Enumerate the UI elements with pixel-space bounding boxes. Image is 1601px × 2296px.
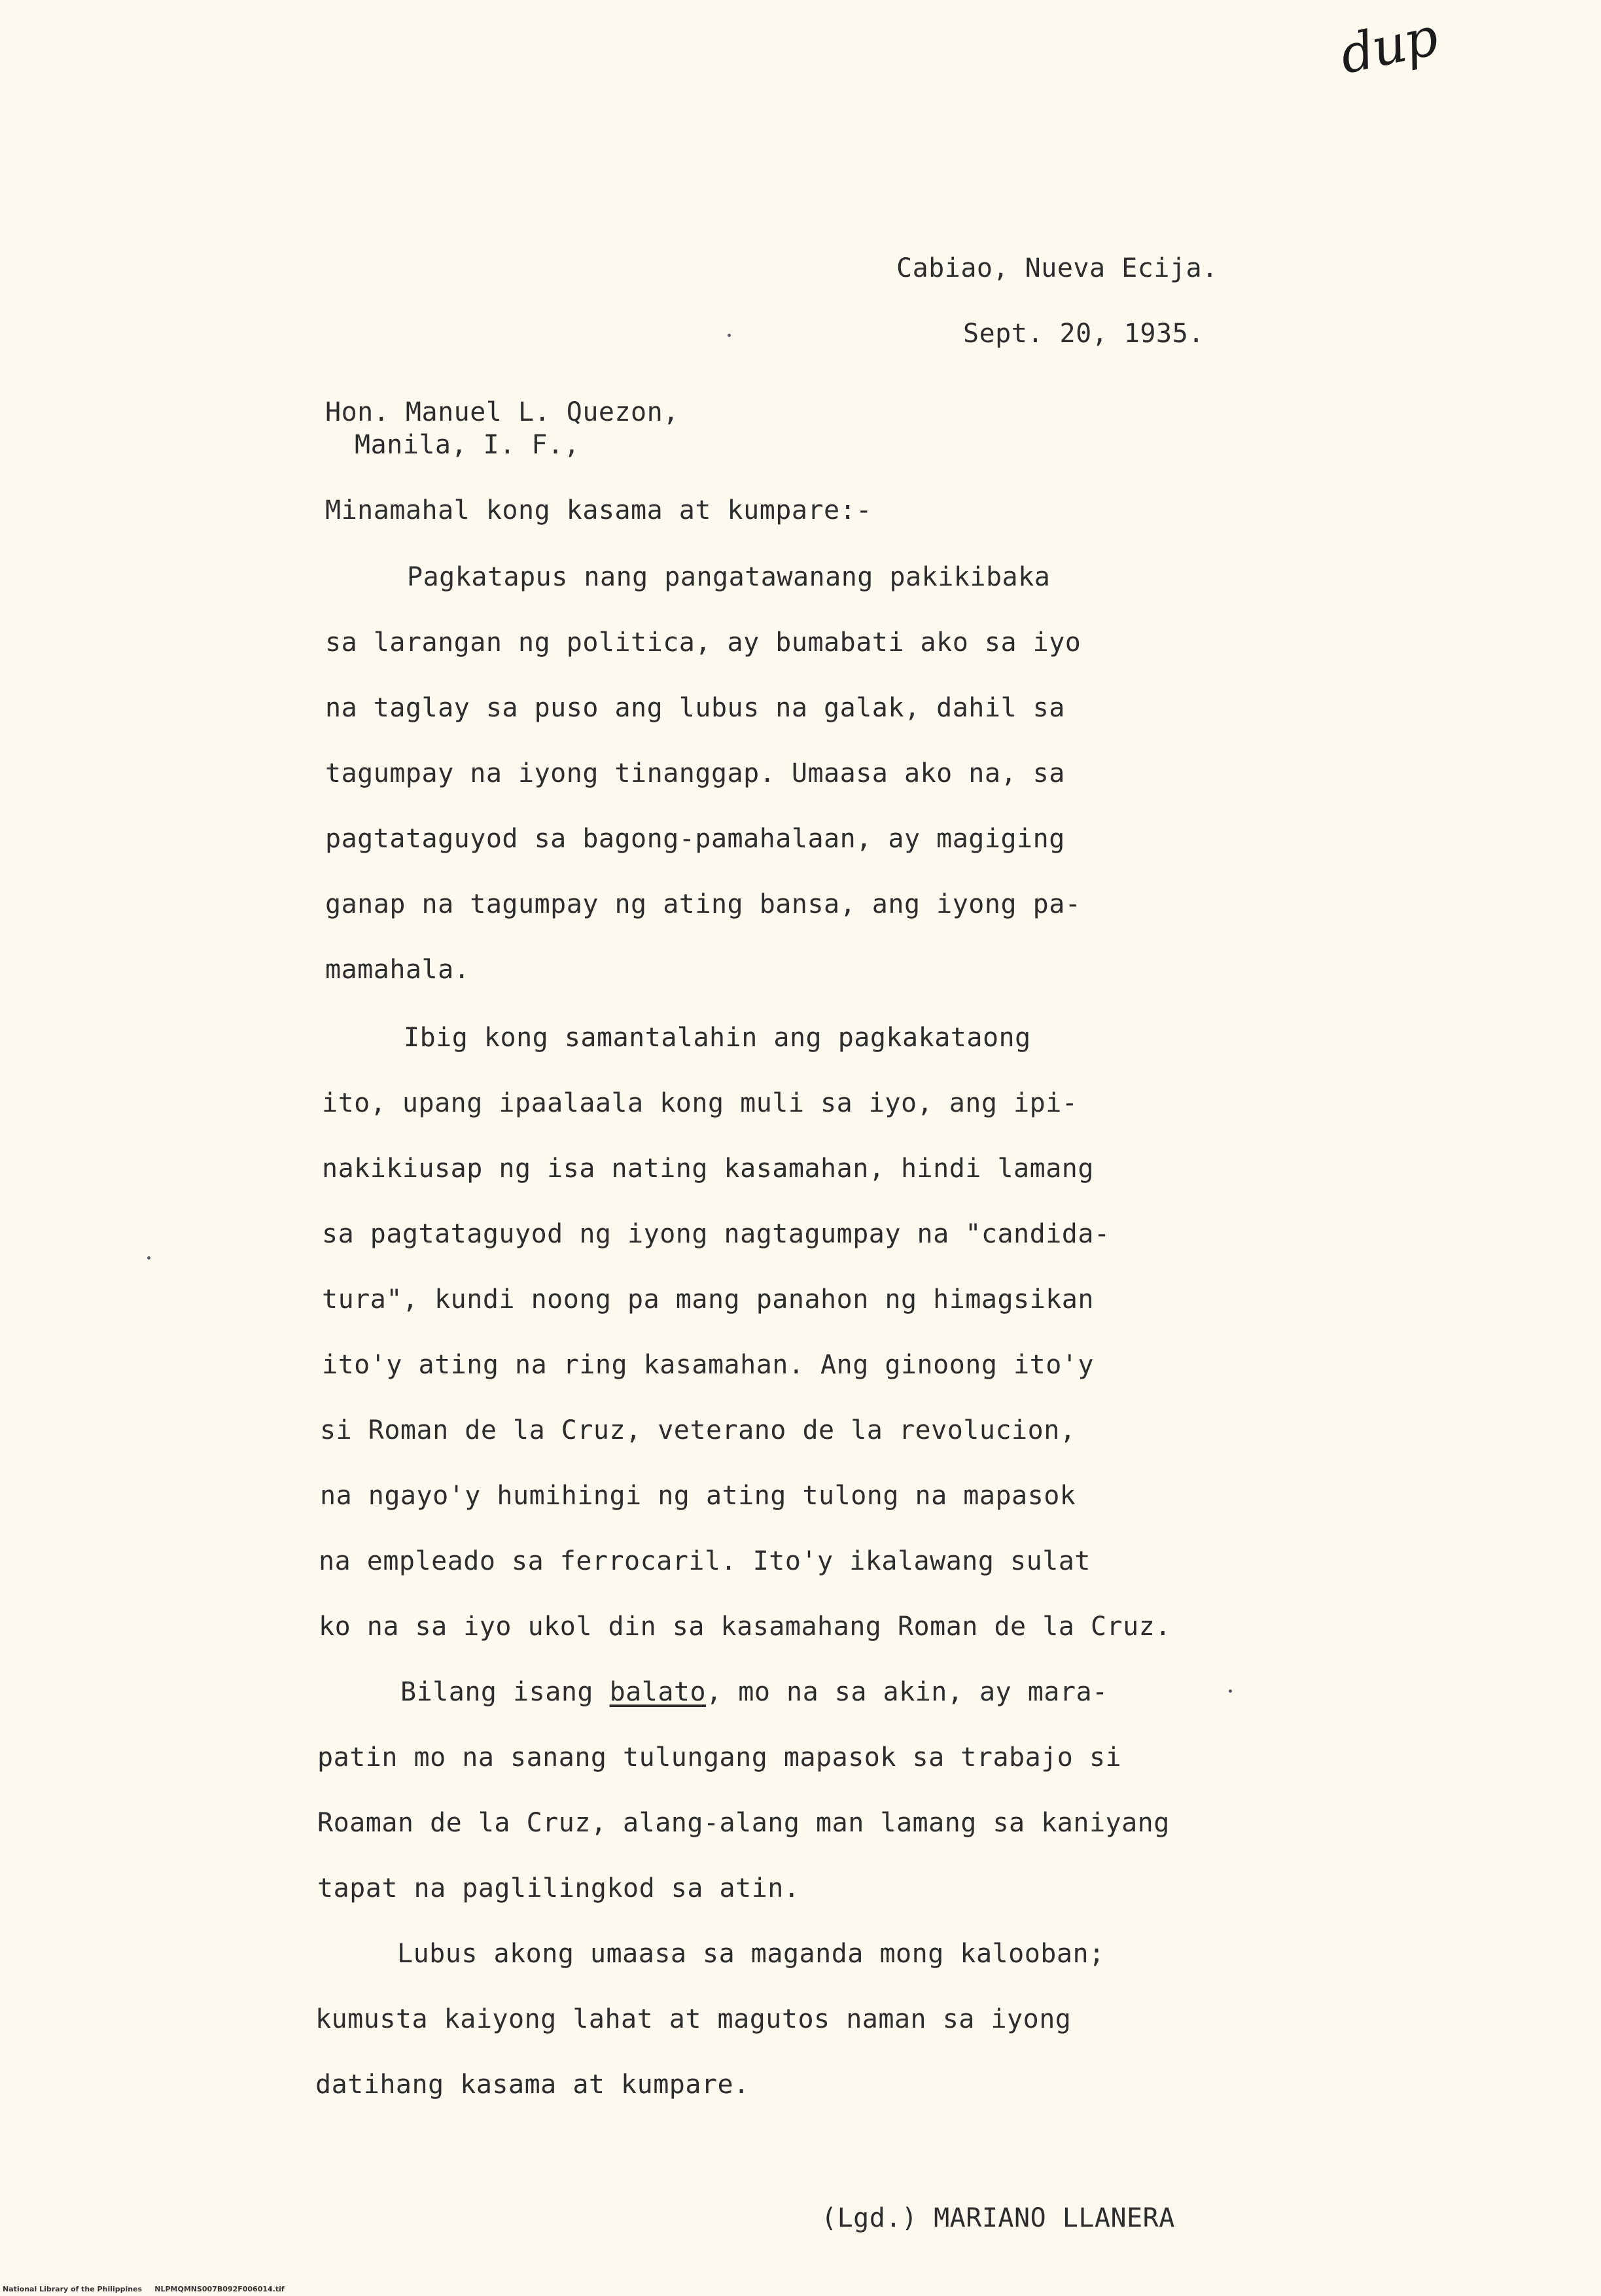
ink-speck — [728, 334, 731, 337]
place-line: Cabiao, Nueva Ecija. — [896, 253, 1218, 283]
underlined-word: balato — [609, 1677, 707, 1707]
body-line: kumusta kaiyong lahat at magutos naman sa iyong — [315, 2004, 1072, 2034]
addressee-name: Hon. Manuel L. Quezon, — [325, 397, 679, 427]
body-line: mamahala. — [325, 955, 470, 985]
body-line: na ngayo'y humihingi ng ating tulong na mapasok — [320, 1481, 1076, 1511]
body-line: Lubus akong umaasa sa maganda mong kalooban; — [397, 1939, 1105, 1969]
body-line — [400, 1679, 1108, 1705]
addressee-location: Manila, I. F., — [355, 430, 580, 460]
body-line: si Roman de la Cruz, veterano de la revolucion, — [320, 1415, 1076, 1445]
body-line: Roaman de la Cruz, alang-alang man lamang sa kaniyang — [317, 1808, 1170, 1838]
body-line: ito, upang ipaalaala kong muli sa iyo, ang ipi- — [322, 1088, 1078, 1118]
body-text: , mo na sa akin, ay mara- — [706, 1677, 1108, 1707]
body-line: na empleado sa ferrocaril. Ito'y ikalawang sulat — [319, 1546, 1091, 1576]
ink-speck — [1229, 1689, 1232, 1693]
body-text: Bilang isang — [400, 1677, 610, 1707]
body-line: sa larangan ng politica, ay bumabati ako sa iyo — [325, 627, 1082, 658]
body-line: tapat na paglilingkod sa atin. — [317, 1873, 800, 1903]
body-line: ganap na tagumpay ng ating bansa, ang iyong pa- — [325, 889, 1082, 919]
archive-footer: National Library of the Philippines NLPMQMNS007B092F006014.tif — [3, 2285, 285, 2293]
body-line: patin mo na sanang tulungang mapasok sa trabajo si — [317, 1742, 1122, 1773]
signature-line: (Lgd.) MARIANO LLANERA — [821, 2203, 1175, 2233]
body-line: pagtataguyod sa bagong-pamahalaan, ay magiging — [325, 824, 1065, 854]
ink-speck — [147, 1256, 150, 1260]
body-line: tagumpay na iyong tinanggap. Umaasa ako na, sa — [325, 758, 1065, 788]
body-line: nakikiusap ng isa nating kasamahan, hindi lamang — [322, 1154, 1094, 1184]
handwritten-annotation: dup — [1335, 6, 1443, 86]
body-line: Pagkatapus nang pangatawanang pakikibaka — [407, 562, 1051, 592]
body-line: ko na sa iyo ukol din sa kasamahang Roman de la Cruz. — [319, 1612, 1171, 1642]
body-line: datihang kasama at kumpare. — [315, 2070, 750, 2100]
body-line: sa pagtataguyod ng iyong nagtagumpay na "candida- — [322, 1219, 1110, 1249]
body-line: Ibig kong samantalahin ang pagkakataong — [404, 1023, 1031, 1053]
salutation: Minamahal kong kasama at kumpare:- — [325, 495, 872, 525]
body-line: tura", kundi noong pa mang panahon ng himagsikan — [322, 1284, 1094, 1315]
body-line: na taglay sa puso ang lubus na galak, dahil sa — [325, 693, 1065, 723]
date-line: Sept. 20, 1935. — [963, 319, 1205, 349]
body-line: ito'y ating na ring kasamahan. Ang ginoong ito'y — [322, 1350, 1094, 1380]
